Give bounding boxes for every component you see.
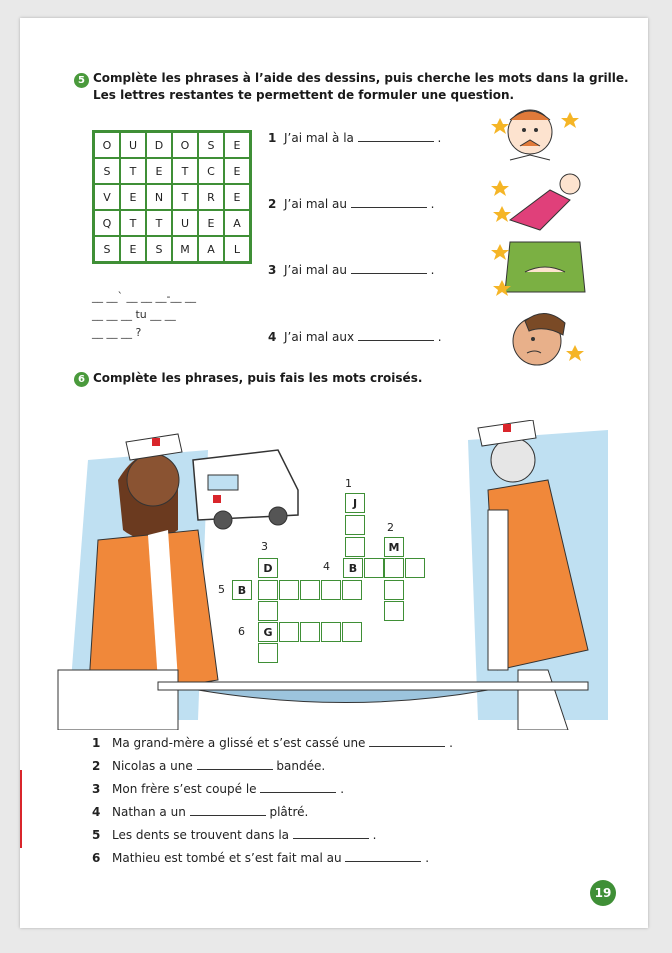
grid-letter[interactable]: U [120, 132, 146, 158]
crossword-cell[interactable] [321, 622, 341, 642]
grid-letter[interactable]: V [94, 184, 120, 210]
grid-letter[interactable]: R [198, 184, 224, 210]
ex5-sentence-4: 4 J’ai mal aux . [268, 330, 442, 344]
crossword-cell[interactable] [405, 558, 425, 578]
ex5-sentence-2: 2 J’ai mal au . [268, 197, 435, 211]
backache-illustration [490, 170, 600, 232]
grid-letter[interactable]: A [224, 210, 250, 236]
grid-letter[interactable]: N [146, 184, 172, 210]
stretcher-pole [158, 682, 588, 690]
answer-blank[interactable] [358, 340, 434, 341]
answer-blank[interactable] [351, 207, 427, 208]
margin-marker [20, 770, 22, 848]
ex5-sentence-1: 1 J’ai mal à la . [268, 131, 442, 145]
exercise-5-badge: 5 [74, 73, 89, 88]
stomachache-illustration [490, 232, 600, 300]
ex5-sentence-3: 3 J’ai mal au . [268, 263, 435, 277]
grid-letter[interactable]: E [146, 158, 172, 184]
grid-letter[interactable]: D [146, 132, 172, 158]
ex6-sentence-4: 4 Nathan a un plâtré. [92, 805, 309, 819]
grid-letter[interactable]: O [172, 132, 198, 158]
page-number: 19 [590, 880, 616, 906]
grid-letter[interactable]: T [172, 158, 198, 184]
crossword-cell[interactable] [342, 580, 362, 600]
grid-letter[interactable]: E [120, 236, 146, 262]
answer-blank[interactable] [358, 141, 434, 142]
answer-blank[interactable] [351, 273, 427, 274]
answer-blank[interactable] [345, 861, 421, 862]
answer-blank[interactable] [190, 815, 266, 816]
crossword-cell[interactable] [345, 515, 365, 535]
answer-blank[interactable] [197, 769, 273, 770]
crossword-cell[interactable] [345, 537, 365, 557]
crossword-cell[interactable]: M [384, 537, 404, 557]
clue-number-3: 3 [261, 540, 268, 553]
grid-letter[interactable]: E [120, 184, 146, 210]
answer-blank[interactable] [369, 746, 445, 747]
crossword-cell[interactable] [384, 601, 404, 621]
answer-blank[interactable] [260, 792, 336, 793]
grid-letter[interactable]: T [120, 158, 146, 184]
crossword-cell[interactable] [342, 622, 362, 642]
answer-blank[interactable] [293, 838, 369, 839]
ex6-sentence-2: 2 Nicolas a une bandée. [92, 759, 326, 773]
word-search-grid [92, 130, 252, 264]
grid-letter[interactable]: O [94, 132, 120, 158]
instruction-line-2: Les lettres restantes te permettent de formuler une question. [93, 88, 515, 102]
crossword-cell[interactable] [364, 558, 384, 578]
clue-number-2: 2 [387, 521, 394, 534]
crossword-cell[interactable]: B [232, 580, 252, 600]
exercise-6-instruction: Complète les phrases, puis fais les mots croisés. [93, 371, 423, 385]
grid-letter[interactable]: E [224, 158, 250, 184]
paramedics-scene [48, 420, 612, 730]
exercise-6-badge: 6 [74, 372, 89, 387]
grid-letter[interactable]: E [224, 132, 250, 158]
crossword-cell[interactable]: J [345, 493, 365, 513]
crossword-cell[interactable] [258, 580, 278, 600]
clue-number-1: 1 [345, 477, 352, 490]
grid-letter[interactable]: U [172, 210, 198, 236]
crossword-cell[interactable] [384, 580, 404, 600]
crossword-cell[interactable] [300, 622, 320, 642]
crossword-cell[interactable] [279, 622, 299, 642]
hidden-question [92, 288, 196, 342]
grid-letter[interactable]: M [172, 236, 198, 262]
crossword-cell[interactable] [258, 601, 278, 621]
grid-letter[interactable]: S [146, 236, 172, 262]
ambulance-illustration [193, 450, 298, 529]
grid-letter[interactable]: T [120, 210, 146, 236]
question-line: __ __ __ ? [92, 326, 142, 339]
crossword-cell[interactable] [384, 558, 404, 578]
ex6-sentence-5: 5 Les dents se trouvent dans la . [92, 828, 377, 842]
grid-letter[interactable]: S [94, 236, 120, 262]
grid-letter[interactable]: C [198, 158, 224, 184]
ex6-sentence-3: 3 Mon frère s’est coupé le . [92, 782, 345, 796]
clue-number-4: 4 [323, 560, 330, 573]
ex6-sentence-1: 1 Ma grand-mère a glissé et s’est cassé une . [92, 736, 453, 750]
grid-letter[interactable]: A [198, 236, 224, 262]
grid-letter[interactable]: S [94, 158, 120, 184]
crossword-cell[interactable] [321, 580, 341, 600]
grid-letter[interactable]: E [198, 210, 224, 236]
grid-letter[interactable]: Q [94, 210, 120, 236]
instruction-line-1: Complète les phrases à l’aide des dessins, puis cherche les mots dans la grille. [93, 71, 629, 85]
grid-letter[interactable]: T [172, 184, 198, 210]
question-line: __ __` __ __ __-__ __ [92, 290, 196, 303]
exercise-5-instruction [93, 70, 629, 104]
grid-letter[interactable]: T [146, 210, 172, 236]
grid-letter[interactable]: E [224, 184, 250, 210]
grid-letter[interactable]: S [198, 132, 224, 158]
crossword-cell[interactable] [279, 580, 299, 600]
question-line: __ __ __ tu __ __ [92, 308, 176, 321]
clue-number-6: 6 [238, 625, 245, 638]
toothache-illustration [505, 305, 595, 375]
crossword-cell[interactable] [258, 643, 278, 663]
crossword-cell[interactable]: B [343, 558, 363, 578]
earache-illustration [490, 100, 600, 170]
crossword-cell[interactable] [300, 580, 320, 600]
ex6-sentence-6: 6 Mathieu est tombé et s’est fait mal au . [92, 851, 430, 865]
crossword-cell[interactable]: D [258, 558, 278, 578]
crossword-cell[interactable]: G [258, 622, 278, 642]
clue-number-5: 5 [218, 583, 225, 596]
grid-letter[interactable]: L [224, 236, 250, 262]
